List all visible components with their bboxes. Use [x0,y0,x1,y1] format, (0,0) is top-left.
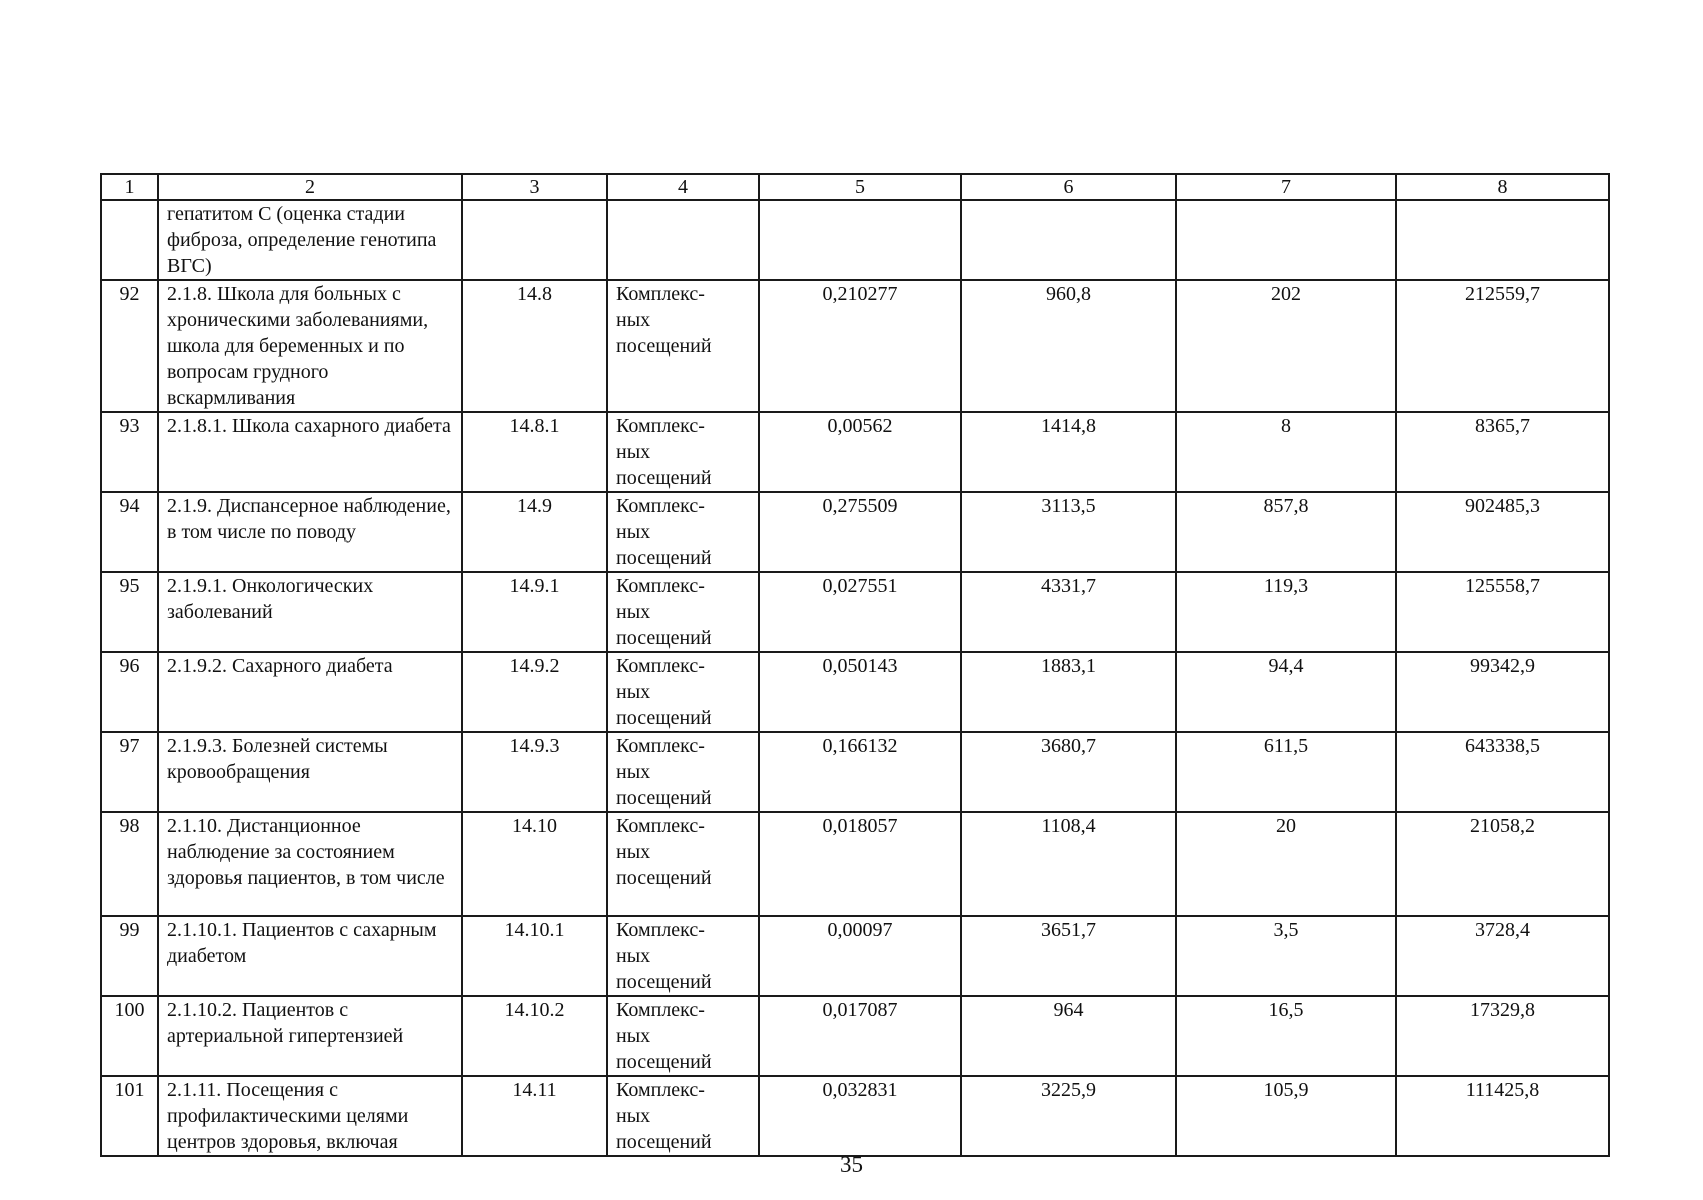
row-name-cell: 2.1.10.2. Пациентов с артериальной гипертензией [158,996,462,1076]
row-name-cell: 2.1.11. Посещения с профилактическими целями центров здоровья, включая [158,1076,462,1156]
unit-line: ных [616,761,651,783]
row-value-7-cell: 119,3 [1176,572,1396,652]
row-code-cell: 14.9.1 [462,572,607,652]
unit-line: ных [616,521,651,543]
unit-line: ных [616,841,651,863]
row-code-cell [462,200,607,280]
row-value-5-cell: 0,00562 [759,412,961,492]
row-value-7-cell: 105,9 [1176,1076,1396,1156]
table-row [101,812,1609,916]
unit-line: посещений [616,971,712,993]
unit-line: ных [616,309,651,331]
column-header-6: 6 [961,174,1176,200]
row-value-8-cell: 8365,7 [1396,412,1609,492]
unit-line: ных [616,681,651,703]
row-value-8-cell: 21058,2 [1396,812,1609,916]
row-value-5-cell: 0,210277 [759,280,961,412]
unit-line: Комплекс- [616,1079,705,1101]
row-unit-cell [607,1076,759,1156]
row-value-5-cell: 0,166132 [759,732,961,812]
row-value-8-cell: 643338,5 [1396,732,1609,812]
row-value-5-cell: 0,00097 [759,916,961,996]
row-value-8-cell: 212559,7 [1396,280,1609,412]
unit-line: Комплекс- [616,495,705,517]
column-header-5: 5 [759,174,961,200]
unit-line: посещений [616,1051,712,1073]
row-number-cell: 93 [101,412,158,492]
row-name-cell: 2.1.9.1. Онкологических заболеваний [158,572,462,652]
row-unit-cell [607,572,759,652]
row-value-7-cell: 857,8 [1176,492,1396,572]
row-value-6-cell: 960,8 [961,280,1176,412]
unit-line: посещений [616,335,712,357]
row-code-cell: 14.8.1 [462,412,607,492]
unit-line: посещений [616,1131,712,1153]
row-value-6-cell: 3680,7 [961,732,1176,812]
row-unit-cell [607,280,759,412]
row-code-cell: 14.9 [462,492,607,572]
row-value-8-cell: 17329,8 [1396,996,1609,1076]
row-unit-cell [607,732,759,812]
table-row [101,200,1609,280]
row-value-5-cell: 0,018057 [759,812,961,916]
table-row [101,1076,1609,1156]
row-value-7-cell: 3,5 [1176,916,1396,996]
column-header-8: 8 [1396,174,1609,200]
unit-line: ных [616,1105,651,1127]
table-row [101,732,1609,812]
row-value-6-cell: 4331,7 [961,572,1176,652]
row-value-6-cell [961,200,1176,280]
row-number-cell: 98 [101,812,158,916]
row-name-cell: 2.1.9. Диспансерное наблюдение, в том числе по поводу [158,492,462,572]
table-row [101,652,1609,732]
table-row [101,412,1609,492]
row-value-6-cell: 1108,4 [961,812,1176,916]
row-unit-cell [607,652,759,732]
row-number-cell: 96 [101,652,158,732]
row-unit-cell [607,996,759,1076]
row-value-7-cell: 8 [1176,412,1396,492]
unit-line: посещений [616,467,712,489]
row-code-cell: 14.10.1 [462,916,607,996]
row-value-5-cell: 0,032831 [759,1076,961,1156]
row-name-cell: 2.1.9.3. Болезней системы кровообращения [158,732,462,812]
row-unit-cell [607,200,759,280]
row-value-6-cell: 3113,5 [961,492,1176,572]
row-name-cell: 2.1.10. Дистанционное наблюдение за состоянием здоровья пациентов, в том числе [158,812,462,916]
column-header-4: 4 [607,174,759,200]
table-row [101,492,1609,572]
unit-line: Комплекс- [616,735,705,757]
row-value-7-cell: 611,5 [1176,732,1396,812]
table-row [101,916,1609,996]
row-name-cell: 2.1.8.1. Школа сахарного диабета [158,412,462,492]
unit-line: ных [616,441,651,463]
row-value-8-cell: 99342,9 [1396,652,1609,732]
table-row [101,572,1609,652]
row-value-8-cell: 902485,3 [1396,492,1609,572]
row-value-8-cell: 3728,4 [1396,916,1609,996]
row-value-8-cell: 125558,7 [1396,572,1609,652]
table-row [101,280,1609,412]
row-code-cell: 14.8 [462,280,607,412]
unit-line: посещений [616,707,712,729]
row-code-cell: 14.10 [462,812,607,916]
row-code-cell: 14.9.3 [462,732,607,812]
row-number-cell: 95 [101,572,158,652]
row-unit-cell [607,916,759,996]
row-number-cell: 100 [101,996,158,1076]
unit-line: ных [616,945,651,967]
unit-line: посещений [616,627,712,649]
row-value-5-cell: 0,275509 [759,492,961,572]
row-value-5-cell: 0,027551 [759,572,961,652]
unit-line: Комплекс- [616,815,705,837]
unit-line: Комплекс- [616,283,705,305]
row-number-cell: 97 [101,732,158,812]
unit-line: ных [616,601,651,623]
row-value-5-cell: 0,050143 [759,652,961,732]
row-value-7-cell: 20 [1176,812,1396,916]
row-unit-cell [607,492,759,572]
unit-line: ных [616,1025,651,1047]
unit-line: Комплекс- [616,919,705,941]
column-header-7: 7 [1176,174,1396,200]
unit-line: посещений [616,547,712,569]
row-value-6-cell: 1414,8 [961,412,1176,492]
page-number: 35 [840,1152,863,1177]
row-value-6-cell: 964 [961,996,1176,1076]
table-header [101,174,1609,200]
row-value-7-cell: 94,4 [1176,652,1396,732]
unit-line: Комплекс- [616,999,705,1021]
unit-line: посещений [616,787,712,809]
row-code-cell: 14.9.2 [462,652,607,732]
row-value-6-cell: 1883,1 [961,652,1176,732]
row-number-cell: 92 [101,280,158,412]
row-name-cell: 2.1.8. Школа для больных с хроническими заболеваниями, школа для беременных и по вопросам грудного вскармливания [158,280,462,412]
unit-line: Комплекс- [616,655,705,677]
row-value-6-cell: 3651,7 [961,916,1176,996]
row-name-cell: 2.1.10.1. Пациентов с сахарным диабетом [158,916,462,996]
row-number-cell: 101 [101,1076,158,1156]
table-body [101,200,1609,1156]
unit-line: Комплекс- [616,575,705,597]
header-row [101,174,1609,200]
row-code-cell: 14.11 [462,1076,607,1156]
row-unit-cell [607,812,759,916]
row-value-5-cell [759,200,961,280]
row-value-8-cell [1396,200,1609,280]
table-row [101,996,1609,1076]
row-value-7-cell: 16,5 [1176,996,1396,1076]
column-header-2: 2 [158,174,462,200]
column-header-1: 1 [101,174,158,200]
row-name-cell: гепатитом С (оценка стадии фиброза, определение генотипа ВГС) [158,200,462,280]
row-number-cell [101,200,158,280]
row-number-cell: 94 [101,492,158,572]
column-header-3: 3 [462,174,607,200]
row-value-8-cell: 111425,8 [1396,1076,1609,1156]
unit-line: посещений [616,867,712,889]
row-name-cell: 2.1.9.2. Сахарного диабета [158,652,462,732]
row-value-6-cell: 3225,9 [961,1076,1176,1156]
row-value-7-cell [1176,200,1396,280]
data-table [100,173,1610,1157]
row-number-cell: 99 [101,916,158,996]
row-value-5-cell: 0,017087 [759,996,961,1076]
unit-line: Комплекс- [616,415,705,437]
row-unit-cell [607,412,759,492]
row-value-7-cell: 202 [1176,280,1396,412]
row-code-cell: 14.10.2 [462,996,607,1076]
